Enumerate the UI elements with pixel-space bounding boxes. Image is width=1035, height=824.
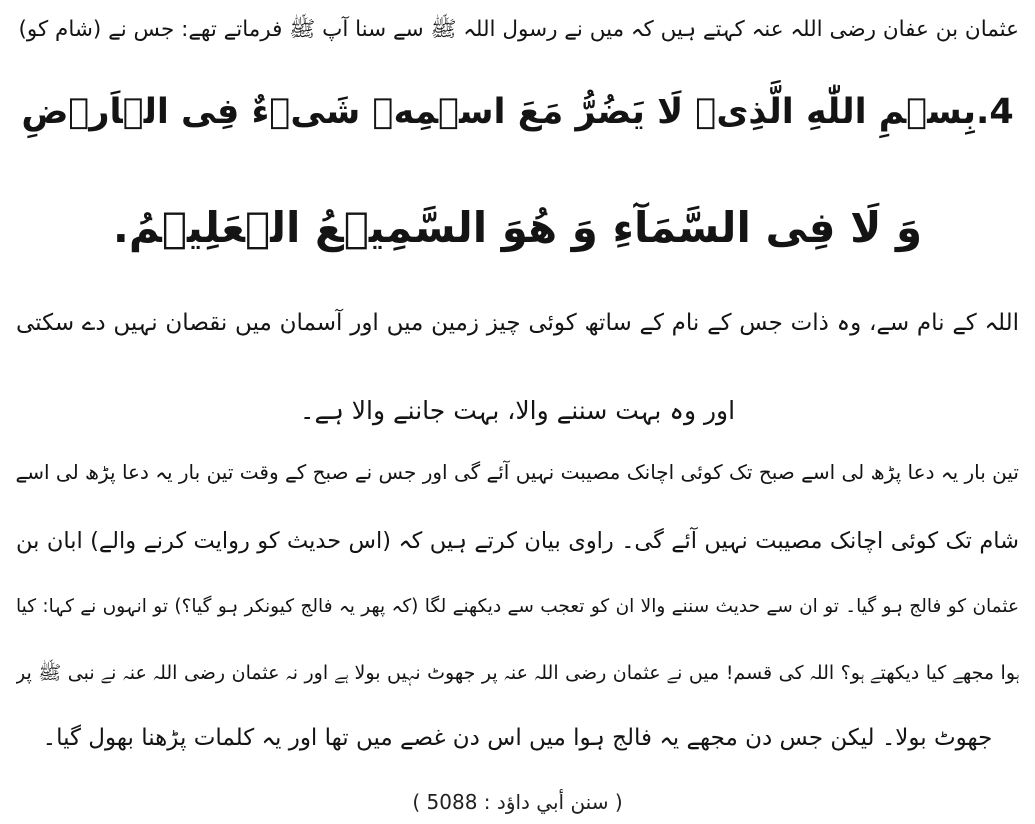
body-paragraph-line: جھوٹ بولا۔ لیکن جس دن مجھے یہ فالج ہوا میں اس دن غصے میں تھا اور یہ کلمات پڑھنا بھول گیا۔ — [42, 725, 993, 751]
translation-line-2: اور وہ بہت سننے والا، بہت جاننے والا ہے۔ — [299, 396, 736, 425]
hadith-intro: عثمان بن عفان رضی اللہ عنہ کہتے ہیں کہ میں نے رسول اللہ ﷺ سے سنا آپ ﷺ فرماتے تھے: جس نے (شام کو) — [18, 17, 1019, 42]
body-paragraph-line: تین بار یہ دعا پڑھ لی اسے صبح تک کوئی اچانک مصیبت نہیں آئے گی اور جس نے صبح کے وقت تین بار یہ دعا پڑھ لی اسے — [16, 460, 1019, 484]
body-paragraph-line: عثمان کو فالج ہو گیا۔ تو ان سے حدیث سننے والا ان کو تعجب سے دیکھنے لگا (کہ پھر یہ فالج کیونکر ہو گیا؟) تو انہوں نے کہا: کیا — [16, 596, 1019, 617]
body-paragraph-line: شام تک کوئی اچانک مصیبت نہیں آئے گی۔ راوی بیان کرتے ہیں کہ (اس حدیث کو روایت کرنے والے) ابان بن — [16, 528, 1019, 554]
translation-line-1: اللہ کے نام سے، وہ ذات جس کے نام کے ساتھ کوئی چیز زمین میں اور آسمان میں نقصان نہیں دے سکتی — [16, 310, 1019, 336]
body-paragraph-line: ہوا مجھے کیا دیکھتے ہو؟ اللہ کی قسم! میں نے عثمان رضی اللہ عنہ پر جھوٹ نہیں بولا ہے اور نہ عثمان رضی اللہ عنہ نے نبی ﷺ پر — [16, 662, 1019, 684]
dua-arabic-line-2: وَ لَا فِی السَّمَآءِ وَ هُوَ السَّمِیۡعُ الۡعَلِیۡمُ. — [112, 203, 923, 252]
dua-arabic-line-1: 4.بِسۡمِ اللّٰهِ الَّذِیۡ لَا یَضُرُّ مَعَ اسۡمِهٖ شَیۡءٌ فِی الۡاَرۡضِ — [21, 92, 1014, 132]
hadith-reference: ( سنن أبي داؤد : 5088 ) — [412, 790, 623, 814]
